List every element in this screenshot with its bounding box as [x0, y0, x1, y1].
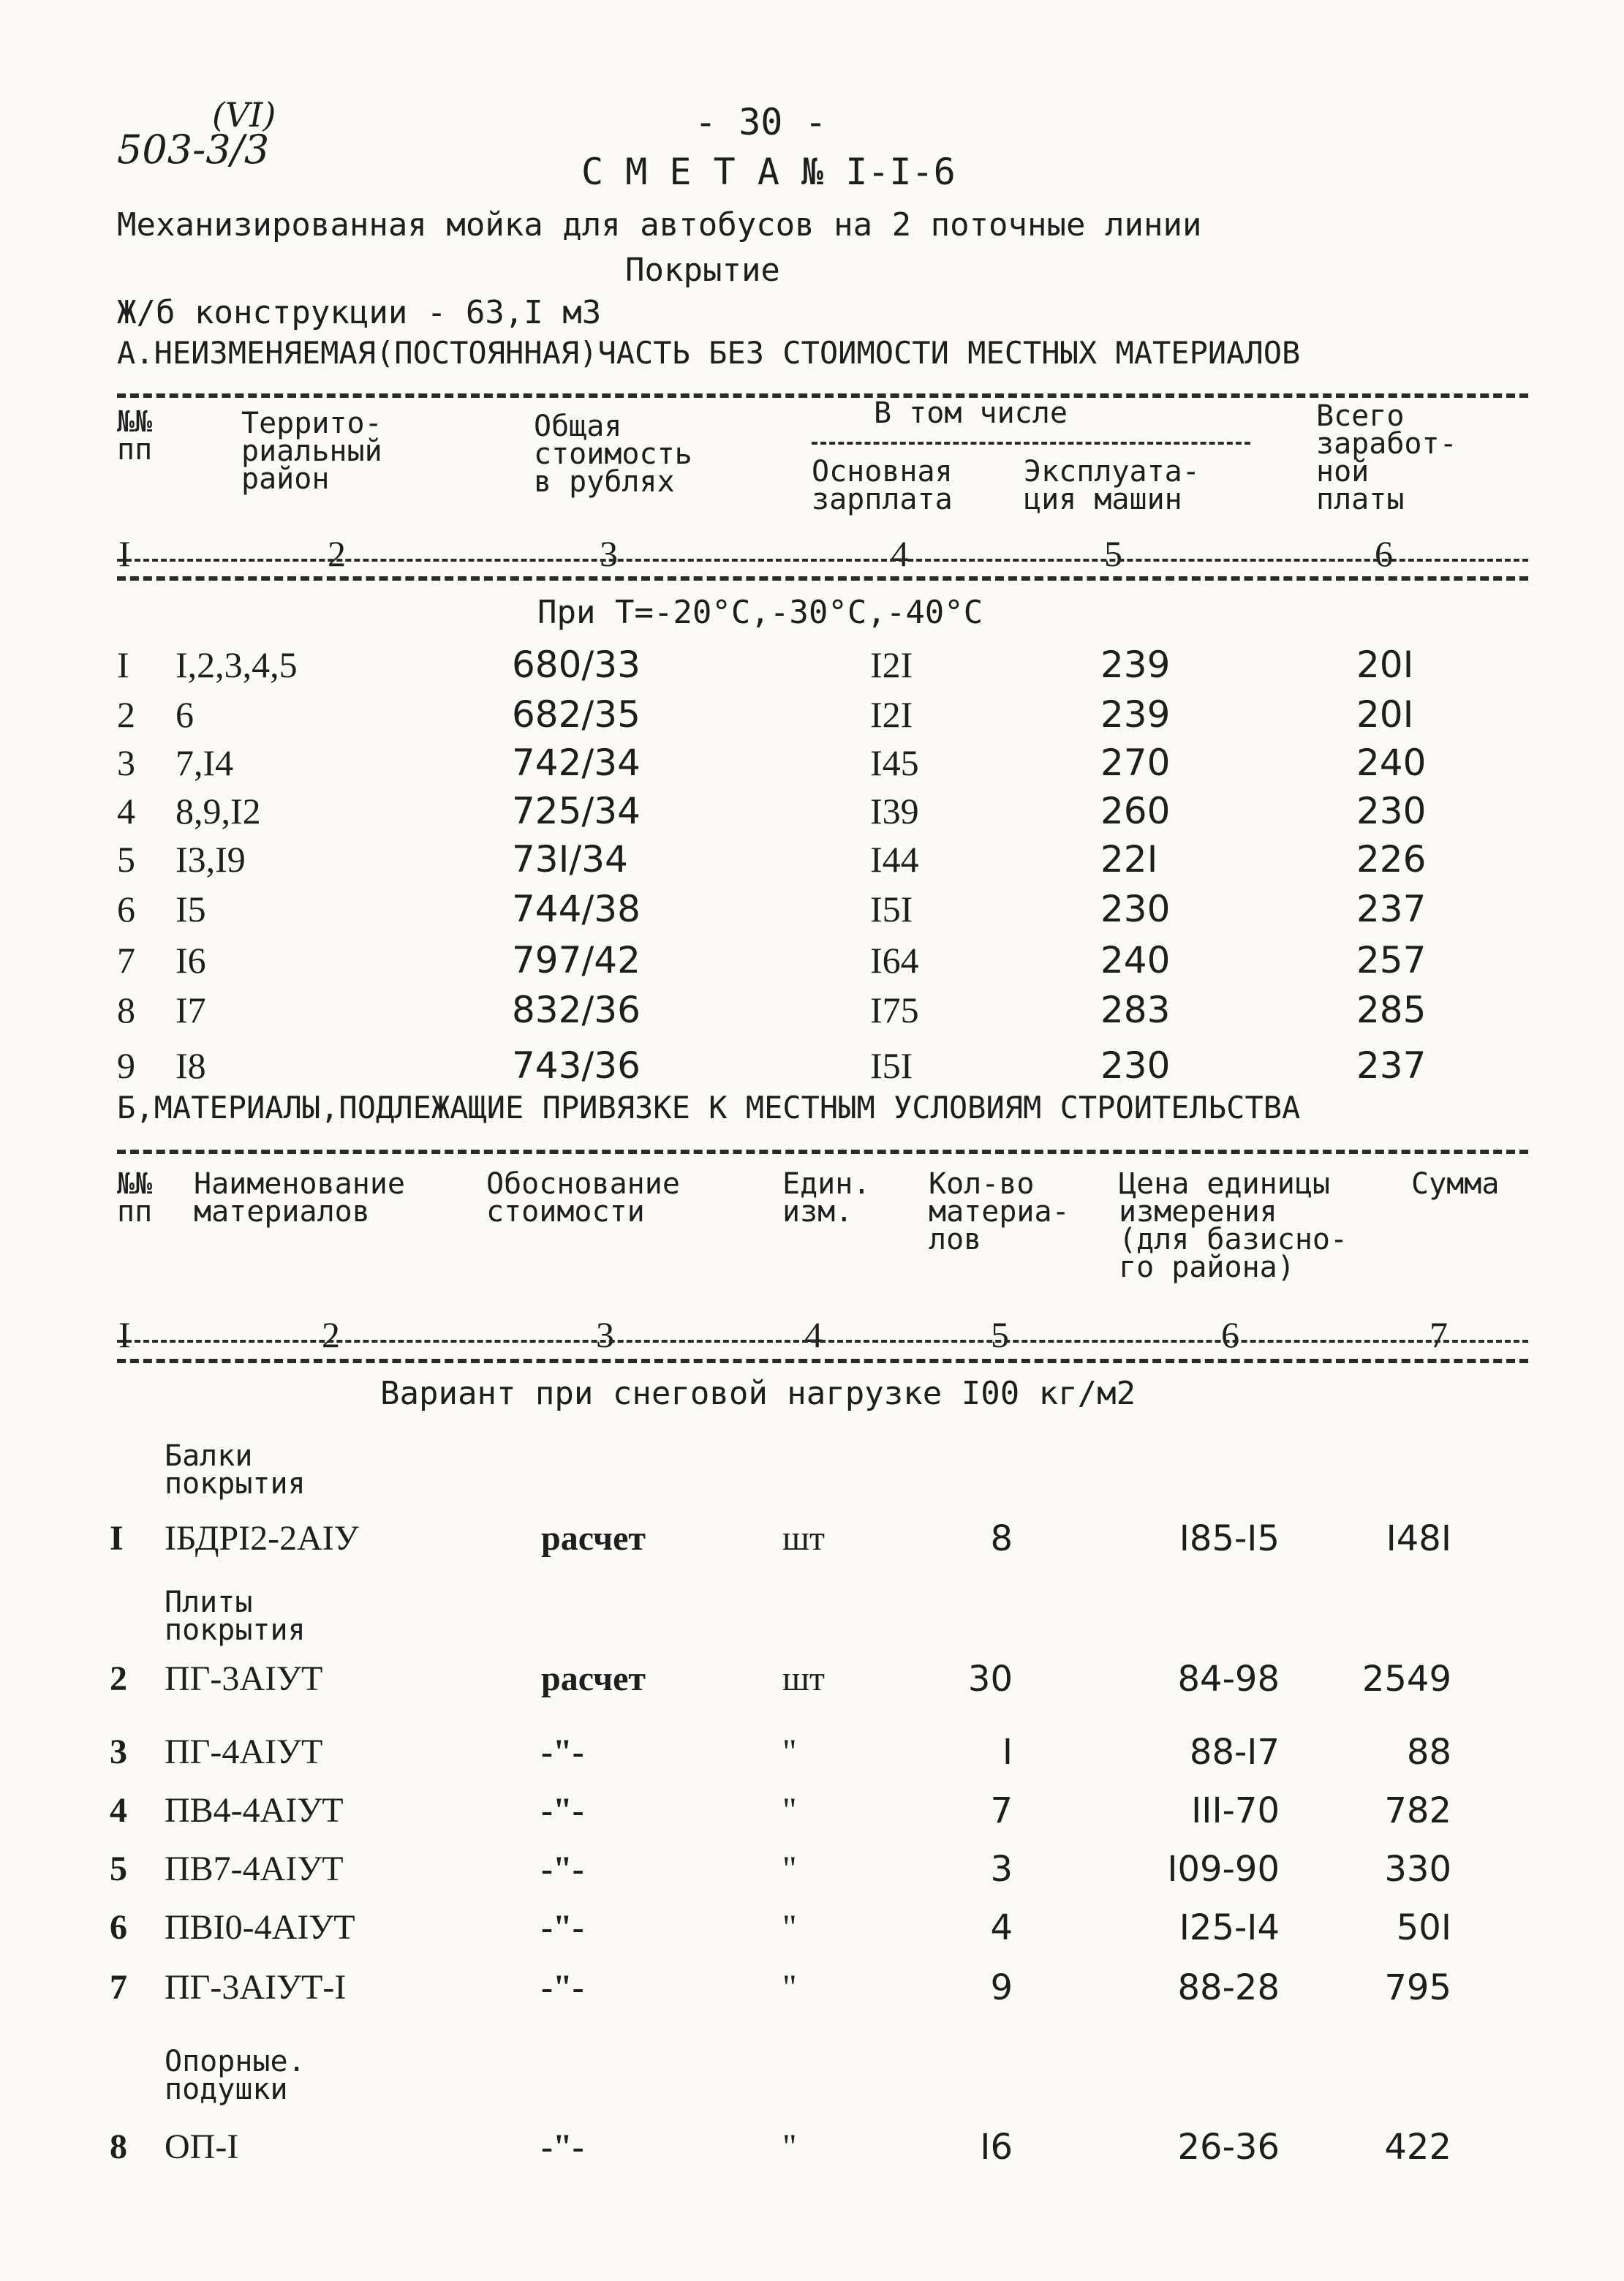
part-a-cell-total: 285 [1356, 989, 1427, 1031]
col-header-cost: Общая стоимость в рублях [534, 410, 692, 499]
part-b-cell-sum: 50I [1396, 1907, 1451, 1948]
part-a-cell-region: 7,I4 [175, 742, 234, 783]
part-a-cell-cost: 680/33 [512, 644, 641, 686]
col-header-total-wage: Всего заработ- ной платы [1316, 399, 1457, 516]
part-b-cell-name: ПВI0-4АIУТ [165, 1908, 355, 1947]
part-b-cell-price: 88-28 [1177, 1967, 1280, 2008]
part-a-cell-n: 2 [117, 694, 135, 735]
part-a-cell-total: 20I [1356, 693, 1414, 736]
part-b-cell-n: 7 [110, 1968, 127, 2007]
part-a-cell-total: 226 [1356, 838, 1427, 881]
part-b-cell-name: ПВ7-4АIУТ [165, 1850, 344, 1888]
part-b-cell-sum: 782 [1384, 1790, 1451, 1831]
part-b-cell-name: IБДРI2-2AIУ [165, 1519, 359, 1558]
part-b-cell-name: ПГ-4АIУТ [165, 1733, 323, 1771]
col-header-quantity: Кол-во материа- лов [929, 1167, 1070, 1256]
group-label: Плиты покрытия [165, 1586, 306, 1647]
part-a-cell-region: 6 [175, 694, 194, 735]
part-a-cell-wage: I45 [870, 742, 919, 783]
part-a-cell-n: 7 [117, 940, 135, 981]
part-a-cell-cost: 744/38 [512, 888, 641, 930]
part-b-cell-name: ПГ-3АIУТ [165, 1659, 323, 1698]
part-b-cell-n: 6 [110, 1908, 127, 1947]
divider [117, 393, 1528, 398]
part-b-cell-qty: 3 [990, 1849, 1013, 1890]
divider [117, 1340, 1528, 1343]
part-b-cell-n: 4 [110, 1791, 127, 1830]
part-b-cell-qty: 9 [990, 1967, 1013, 2008]
col-header-sum: Сумма [1411, 1167, 1500, 1201]
part-a-cell-total: 257 [1356, 939, 1427, 981]
part-a-cell-n: 8 [117, 989, 135, 1030]
part-b-cell-price: 26-36 [1177, 2127, 1280, 2168]
part-b-cell-name: ОП-I [165, 2127, 239, 2166]
part-a-cell-cost: 725/34 [512, 790, 641, 832]
group-label: Балки покрытия [165, 1439, 306, 1501]
document-subtitle: Механизированная мойка для автобусов на 2 поточные линии [117, 206, 1202, 244]
part-a-cell-mach: 270 [1100, 742, 1171, 784]
part-b-cell-name: ПГ-3АIУТ-I [165, 1968, 347, 2007]
part-b-cell-sum: I48I [1386, 1518, 1451, 1559]
part-a-cell-n: I [117, 644, 129, 685]
col-header-cost-basis: Обоснование стоимости [486, 1167, 680, 1229]
part-b-cell-basis: -"- [541, 1850, 584, 1888]
part-b-cell-n: 2 [110, 1659, 127, 1698]
part-a-cell-region: I5 [175, 889, 206, 930]
col-header-unit: Един. изм. [782, 1167, 871, 1229]
part-a-cell-cost: 743/36 [512, 1044, 641, 1087]
part-a-title: А.НЕИЗМЕНЯЕМАЯ(ПОСТОЯННАЯ)ЧАСТЬ БЕЗ СТОИМОСТИ МЕСТНЫХ МАТЕРИАЛОВ [117, 335, 1301, 371]
part-b-cell-price: I25-I4 [1179, 1907, 1280, 1948]
part-a-cell-wage: I5I [870, 889, 913, 930]
col-number: I [118, 533, 131, 574]
part-b-cell-unit: " [782, 2127, 797, 2166]
archive-code: 503-3/3 [117, 127, 270, 173]
part-a-cell-mach: 239 [1100, 644, 1171, 686]
col-number: 6 [1221, 1314, 1239, 1355]
part-b-cell-basis: -"- [541, 1733, 584, 1771]
part-a-cell-mach: 283 [1100, 989, 1171, 1031]
part-a-cell-cost: 832/36 [512, 989, 641, 1031]
temperature-condition: При Т=-20°С,-30°С,-40°С [537, 594, 983, 631]
part-a-cell-region: I3,I9 [175, 839, 246, 880]
col-header-including: В том числе [874, 396, 1068, 430]
part-b-cell-n: 8 [110, 2127, 127, 2166]
part-a-cell-total: 237 [1356, 888, 1427, 930]
part-b-cell-sum: 330 [1384, 1849, 1451, 1890]
col-header-num: №№ пп [117, 1167, 153, 1229]
part-a-cell-n: 3 [117, 742, 135, 783]
col-number: 7 [1430, 1314, 1448, 1355]
col-number: 2 [328, 533, 346, 574]
divider [117, 1359, 1528, 1363]
archive-code-top: (VI) [212, 95, 276, 135]
part-b-cell-qty: I [1002, 1732, 1013, 1773]
col-number: I [118, 1314, 131, 1355]
part-b-cell-qty: 4 [990, 1907, 1013, 1948]
part-a-cell-mach: 239 [1100, 693, 1171, 736]
part-b-cell-unit: " [782, 1968, 797, 2007]
part-a-cell-total: 230 [1356, 790, 1427, 832]
part-b-cell-price: 84-98 [1177, 1659, 1280, 1700]
part-a-cell-cost: 682/35 [512, 693, 641, 736]
col-header-wage: Основная зарплата [812, 455, 953, 516]
part-a-cell-n: 9 [117, 1045, 135, 1086]
part-a-cell-total: 240 [1356, 742, 1427, 784]
part-b-cell-sum: 422 [1384, 2127, 1451, 2168]
part-a-cell-wage: I2I [870, 644, 913, 685]
part-a-cell-mach: 260 [1100, 790, 1171, 832]
part-a-cell-mach: 230 [1100, 1044, 1171, 1087]
part-a-cell-wage: I5I [870, 1045, 913, 1086]
part-b-cell-basis: расчет [541, 1659, 646, 1698]
snow-load-variant: Вариант при снеговой нагрузке I00 кг/м2 [380, 1375, 1136, 1412]
part-a-cell-cost: 73I/34 [512, 838, 628, 881]
part-a-cell-mach: 22I [1100, 838, 1158, 881]
part-a-cell-cost: 797/42 [512, 939, 641, 981]
part-b-cell-price: I85-I5 [1179, 1518, 1280, 1559]
part-b-cell-n: 5 [110, 1850, 127, 1888]
col-number: 5 [991, 1314, 1009, 1355]
col-header-region: Террито- риальный район [241, 407, 382, 496]
col-number: 4 [891, 533, 909, 574]
part-b-cell-name: ПВ4-4АIУТ [165, 1791, 344, 1830]
part-b-cell-unit: шт [782, 1519, 825, 1558]
part-a-cell-total: 237 [1356, 1044, 1427, 1087]
part-a-cell-wage: I44 [870, 839, 919, 880]
part-b-cell-basis: -"- [541, 2127, 584, 2166]
col-number: 3 [596, 1314, 614, 1355]
part-a-cell-region: I,2,3,4,5 [175, 644, 298, 685]
part-b-cell-unit: шт [782, 1659, 825, 1698]
part-b-cell-sum: 2549 [1361, 1659, 1451, 1700]
part-b-title: Б,МАТЕРИАЛЫ,ПОДЛЕЖАЩИЕ ПРИВЯЗКЕ К МЕСТНЫМ УСЛОВИЯМ СТРОИТЕЛЬСТВА [117, 1090, 1301, 1126]
part-b-cell-unit: " [782, 1908, 797, 1947]
part-b-cell-unit: " [782, 1850, 797, 1888]
part-b-cell-qty: I6 [980, 2127, 1013, 2168]
part-a-cell-region: 8,9,I2 [175, 791, 261, 832]
part-a-cell-wage: I2I [870, 694, 913, 735]
part-b-cell-basis: расчет [541, 1519, 646, 1558]
col-number: 6 [1375, 533, 1393, 574]
divider [117, 576, 1528, 581]
part-a-cell-mach: 240 [1100, 939, 1171, 981]
part-a-cell-n: 5 [117, 839, 135, 880]
part-b-cell-price: 88-I7 [1189, 1732, 1280, 1773]
part-a-cell-region: I8 [175, 1045, 206, 1086]
part-b-cell-sum: 88 [1406, 1732, 1451, 1773]
part-b-cell-qty: 30 [967, 1659, 1013, 1700]
part-b-cell-unit: " [782, 1791, 797, 1830]
divider [812, 442, 1250, 445]
part-a-cell-region: I7 [175, 989, 206, 1030]
part-a-cell-n: 6 [117, 889, 135, 930]
col-header-material-name: Наименование материалов [194, 1167, 405, 1229]
section-name: Покрытие [625, 252, 780, 289]
part-a-cell-wage: I75 [870, 989, 919, 1030]
divider [117, 559, 1528, 562]
col-number: 2 [322, 1314, 340, 1355]
part-b-cell-basis: -"- [541, 1791, 584, 1830]
part-a-cell-region: I6 [175, 940, 206, 981]
part-b-cell-basis: -"- [541, 1968, 584, 2007]
part-b-cell-qty: 7 [990, 1790, 1013, 1831]
part-b-cell-price: III-70 [1191, 1790, 1280, 1831]
col-header-num: №№ пп [117, 405, 153, 467]
page-number: - 30 - [695, 101, 827, 143]
part-a-cell-mach: 230 [1100, 888, 1171, 930]
col-number: 5 [1104, 533, 1122, 574]
part-b-cell-basis: -"- [541, 1908, 584, 1947]
part-a-cell-wage: I39 [870, 791, 919, 832]
part-b-cell-n: 3 [110, 1733, 127, 1771]
part-b-cell-unit: " [782, 1733, 797, 1771]
part-a-cell-n: 4 [117, 791, 135, 832]
divider [117, 1150, 1528, 1154]
part-b-cell-price: I09-90 [1167, 1849, 1280, 1890]
part-a-cell-cost: 742/34 [512, 742, 641, 784]
part-b-cell-sum: 795 [1384, 1967, 1451, 2008]
part-a-cell-wage: I64 [870, 940, 919, 981]
concrete-volume: Ж/б конструкции - 63,I м3 [117, 294, 602, 331]
part-a-cell-total: 20I [1356, 644, 1414, 686]
col-header-machines: Эксплуата- ция машин [1024, 455, 1200, 516]
col-number: 4 [804, 1314, 823, 1355]
page-title: С М Е Т А № I-I-6 [581, 151, 956, 193]
group-label: Опорные. подушки [165, 2045, 306, 2106]
part-b-cell-qty: 8 [990, 1518, 1013, 1559]
col-header-unit-price: Цена единицы измерения (для базисно- го района) [1119, 1167, 1348, 1284]
col-number: 3 [600, 533, 618, 574]
part-b-cell-n: I [110, 1519, 124, 1558]
